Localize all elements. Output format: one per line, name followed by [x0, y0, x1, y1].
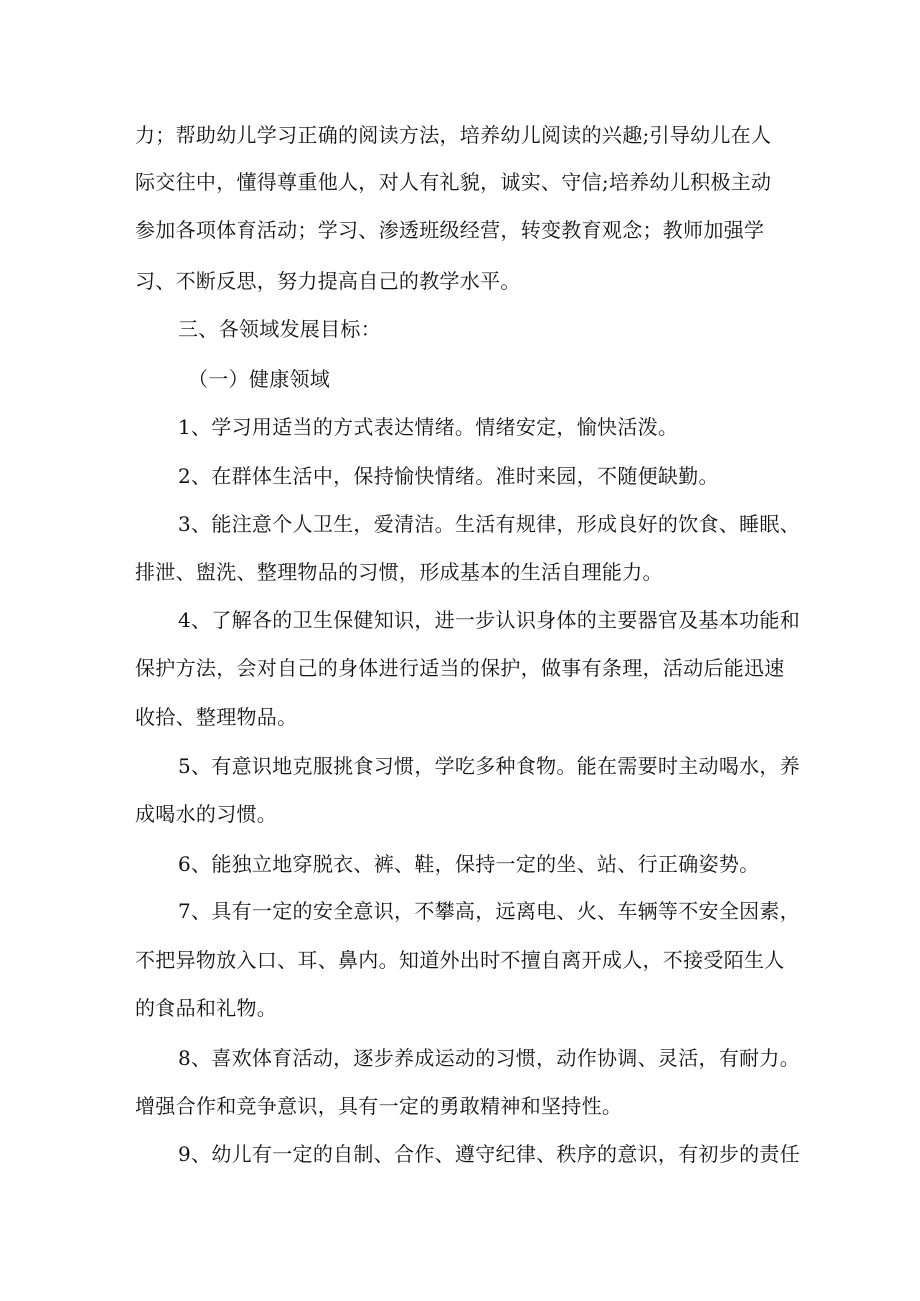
- text-line: 际交往中，懂得尊重他人，对人有礼貌，诚实、守信;培养幼儿积极主动: [135, 170, 772, 194]
- text-line: 参加各项体育活动；学习、渗透班级经营，转变教育观念；教师加强学: [135, 218, 765, 242]
- text-line: 4、了解各的卫生保健知识，进一步认识身体的主要器官及基本功能和: [178, 608, 801, 632]
- text-line: 的食品和礼物。: [135, 996, 278, 1020]
- text-line: 2、在群体生活中，保持愉快情绪。准时来园，不随便缺勤。: [178, 464, 719, 488]
- text-line: 成喝水的习惯。: [135, 802, 278, 826]
- text-line: 9、幼儿有一定的自制、合作、遵守纪律、秩序的意识，有初步的责任: [178, 1142, 801, 1166]
- text-line: 6、能独立地穿脱衣、裤、鞋，保持一定的坐、站、行正确姿势。: [178, 852, 760, 876]
- text-line: 习、不断反思，努力提高自己的教学水平。: [135, 269, 521, 293]
- text-line: 3、能注意个人卫生，爱清洁。生活有规律，形成良好的饮食、睡眠、: [178, 512, 801, 536]
- text-line: 5、有意识地克服挑食习惯，学吃多种食物。能在需要时主动喝水，养: [178, 754, 801, 778]
- text-line: 收拾、整理物品。: [135, 705, 298, 729]
- text-line: 保护方法，会对自己的身体进行适当的保护，做事有条理，活动后能迅速: [135, 656, 785, 680]
- text-line: 7、具有一定的安全意识，不攀高，远离电、火、车辆等不安全因素，: [178, 899, 801, 923]
- text-line: 不把异物放入口、耳、鼻内。知道外出时不擅自离开成人，不接受陌生人: [135, 948, 785, 972]
- section-heading: 三、各领域发展目标：: [178, 317, 381, 341]
- text-line: 排泄、盥洗、整理物品的习惯，形成基本的生活自理能力。: [135, 560, 663, 584]
- subsection-heading: （一）健康领域: [188, 367, 331, 391]
- text-line: 1、学习用适当的方式表达情绪。情绪安定，愉快活泼。: [178, 415, 679, 439]
- text-line: 力；帮助幼儿学习正确的阅读方法，培养幼儿阅读的兴趣;引导幼儿在人: [135, 123, 772, 147]
- text-line: 增强合作和竞争意识，具有一定的勇敢精神和坚持性。: [135, 1094, 623, 1118]
- text-line: 8、喜欢体育活动，逐步养成运动的习惯，动作协调、灵活，有耐力。: [178, 1046, 801, 1070]
